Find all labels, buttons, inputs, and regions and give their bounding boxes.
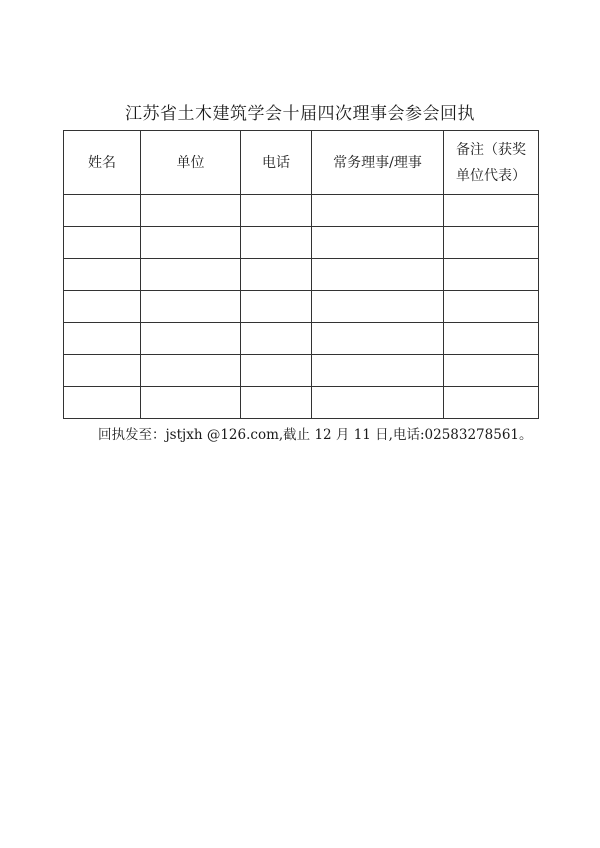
cell-role[interactable] (312, 387, 444, 419)
cell-unit[interactable] (141, 387, 241, 419)
cell-notes[interactable] (444, 355, 539, 387)
reply-instructions: 回执发至：jstjxh @126.com,截止 12 月 11 日,电话:02583278561。 (98, 427, 533, 443)
cell-unit[interactable] (141, 323, 241, 355)
cell-role[interactable] (312, 355, 444, 387)
table-body (64, 195, 539, 419)
cell-name[interactable] (64, 355, 141, 387)
cell-name[interactable] (64, 291, 141, 323)
cell-phone[interactable] (241, 355, 312, 387)
cell-notes[interactable] (444, 227, 539, 259)
cell-phone[interactable] (241, 227, 312, 259)
cell-unit[interactable] (141, 259, 241, 291)
table-row (64, 387, 539, 419)
header-unit: 单位 (141, 131, 241, 195)
cell-notes[interactable] (444, 195, 539, 227)
cell-role[interactable] (312, 291, 444, 323)
cell-phone[interactable] (241, 323, 312, 355)
table-row (64, 259, 539, 291)
table-row (64, 355, 539, 387)
table-row (64, 195, 539, 227)
reply-form-table (63, 130, 539, 419)
header-notes: 备注（获奖单位代表） (444, 131, 539, 195)
cell-name[interactable] (64, 259, 141, 291)
cell-notes[interactable] (444, 259, 539, 291)
cell-name[interactable] (64, 323, 141, 355)
table-row (64, 323, 539, 355)
table-row (64, 227, 539, 259)
cell-role[interactable] (312, 259, 444, 291)
cell-role[interactable] (312, 227, 444, 259)
header-role: 常务理事/理事 (312, 131, 444, 195)
cell-name[interactable] (64, 195, 141, 227)
cell-notes[interactable] (444, 291, 539, 323)
cell-unit[interactable] (141, 291, 241, 323)
header-name: 姓名 (64, 131, 141, 195)
table-row (64, 291, 539, 323)
cell-notes[interactable] (444, 387, 539, 419)
header-phone: 电话 (241, 131, 312, 195)
cell-name[interactable] (64, 387, 141, 419)
document-title: 江苏省土木建筑学会十届四次理事会参会回执 (125, 104, 475, 124)
cell-phone[interactable] (241, 387, 312, 419)
cell-name[interactable] (64, 227, 141, 259)
cell-phone[interactable] (241, 291, 312, 323)
cell-unit[interactable] (141, 195, 241, 227)
cell-notes[interactable] (444, 323, 539, 355)
cell-role[interactable] (312, 323, 444, 355)
header-row (64, 131, 539, 195)
cell-unit[interactable] (141, 227, 241, 259)
cell-phone[interactable] (241, 195, 312, 227)
cell-role[interactable] (312, 195, 444, 227)
cell-phone[interactable] (241, 259, 312, 291)
cell-unit[interactable] (141, 355, 241, 387)
